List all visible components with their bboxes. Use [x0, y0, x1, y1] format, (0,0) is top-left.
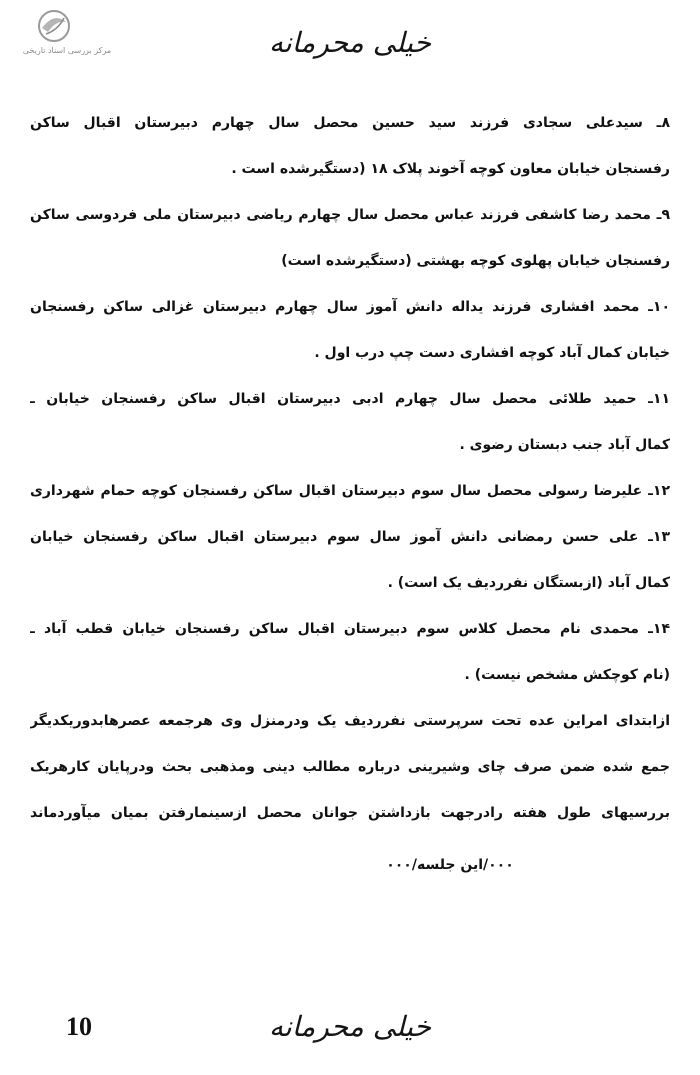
- document-body: [30, 100, 670, 888]
- text-line: ۱۴ـ محمدی نام محصل کلاس سوم دبیرستان اقبال ساکن رفسنجان خیابان قطب آباد ـ: [30, 621, 670, 637]
- text-line: رفسنجان خیابان معاون کوچه آخوند پلاک ۱۸ (دستگیرشده است .: [231, 161, 670, 177]
- page-number: 10: [66, 1012, 92, 1041]
- text-line: (نام کوچکش مشخص نیست) .: [464, 667, 670, 683]
- text-line: ۰۰۰/این جلسه/۰۰۰: [386, 857, 514, 873]
- text-line: خیابان کمال آباد کوچه افشاری دست چپ درب اول .: [314, 345, 670, 361]
- text-line: رفسنجان خیابان پهلوی کوچه بهشتی (دستگیرشده است): [281, 253, 670, 269]
- text-line: جمع شده ضمن صرف چای وشیرینی درباره مطالب دینی ومذهبی بحث ودرپایان کارهریک: [30, 759, 670, 775]
- text-line: کمال آباد (ازبستگان نفرردیف یک است) .: [387, 575, 670, 591]
- text-line: ۸ـ سیدعلی سجادی فرزند سید حسین محصل سال چهارم دبیرستان اقبال ساکن: [30, 115, 670, 131]
- text-line: ۱۲ـ علیرضا رسولی محصل سال سوم دبیرستان اقبال ساکن رفسنجان کوچه حمام شهرداری: [30, 483, 670, 499]
- text-line: ازابتدای امراین عده تحت سرپرستی نفرردیف یک ودرمنزل وی هرجمعه عصرهابدوریکدیگر: [30, 713, 670, 729]
- text-line: بررسیهای طول هفته رادرجهت بازداشتن جوانان محصل ازسینمارفتن بمیان میآوردماند: [30, 805, 670, 821]
- classification-footer: خیلی محرمانه: [268, 1010, 432, 1043]
- classification-header: خیلی محرمانه: [268, 26, 432, 59]
- archive-logo: [8, 8, 126, 58]
- text-line: ۱۰ـ محمد افشاری فرزند یداله دانش آموز سال چهارم دبیرستان غزالی ساکن رفسنجان: [30, 299, 670, 315]
- text-line: کمال آباد جنب دبستان رضوی .: [459, 437, 670, 453]
- text-line: ۱۳ـ علی حسن رمضانی دانش آموز سال سوم دبیرستان اقبال ساکن رفسنجان خیابان: [30, 529, 670, 545]
- text-line: ۱۱ـ حمید طلائی محصل سال چهارم ادبی دبیرستان اقبال ساکن رفسنجان خیابان ـ: [30, 391, 670, 407]
- archive-logo-icon: [34, 8, 74, 44]
- text-line: ۹ـ محمد رضا کاشفی فرزند عباس محصل سال چهارم ریاضی دبیرستان ملی فردوسی ساکن: [30, 207, 670, 223]
- logo-caption: مرکز بررسی اسناد تاریخی: [22, 46, 112, 55]
